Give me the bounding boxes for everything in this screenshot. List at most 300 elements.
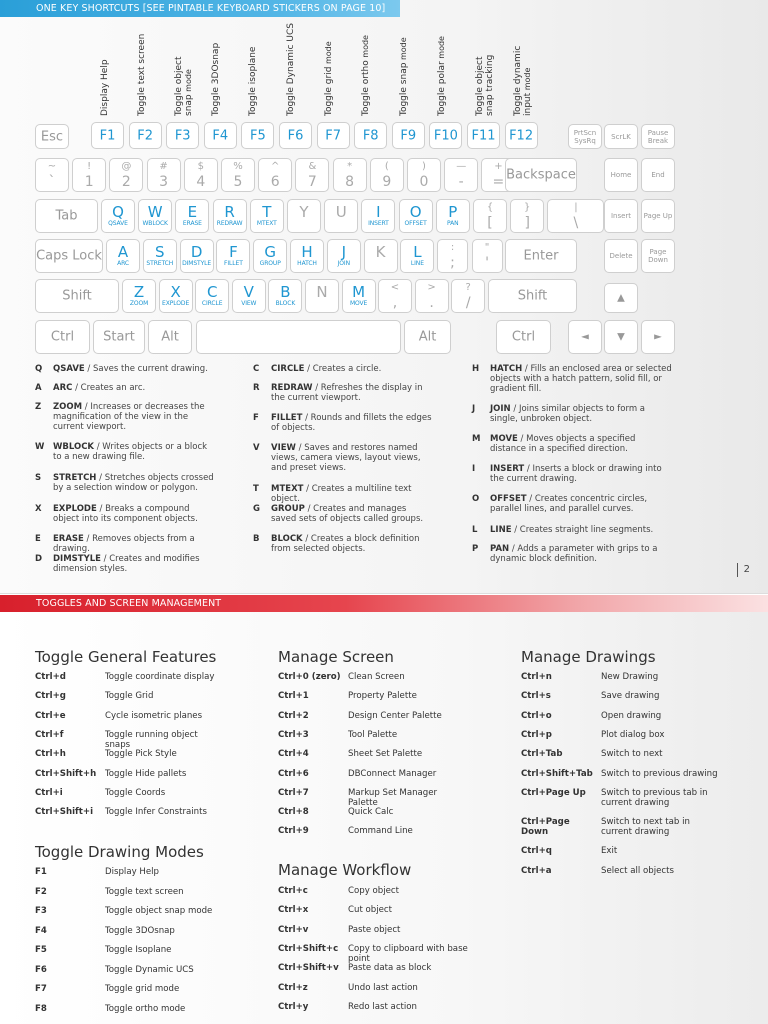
punct-shifted: < <box>390 282 400 293</box>
description-c <box>253 364 433 374</box>
letter-command: OFFSET <box>404 220 427 227</box>
description-e <box>35 534 215 554</box>
description-r <box>253 383 433 403</box>
number-key <box>333 158 367 192</box>
letter-key-u <box>324 199 358 233</box>
description-b <box>253 534 433 554</box>
command-name: JOIN <box>490 404 511 414</box>
letter-command: MTEXT <box>256 220 277 227</box>
command-description: / Writes objects or a block to a new drawing file. <box>53 442 208 462</box>
letter: Q <box>112 203 124 221</box>
letter: A <box>117 243 129 261</box>
punct-shifted: > <box>427 282 436 293</box>
fkey-label-main: Toggle 3DOsnap <box>211 42 221 116</box>
general-row <box>35 691 275 710</box>
page-number: 2 <box>737 563 750 577</box>
shortcut-action: Redo last action <box>348 1001 418 1012</box>
f-key <box>392 122 425 149</box>
punct-key <box>451 279 485 313</box>
workflow-row <box>278 925 518 944</box>
description-key: Q <box>35 364 43 374</box>
workflow-row <box>278 944 518 963</box>
shortcut-action: Toggle Hide pallets <box>105 768 187 779</box>
letter-key-z <box>122 279 156 313</box>
command-description: / Creates a block definition from selected objects. <box>271 534 420 554</box>
number-key-base: 1 <box>84 174 94 190</box>
fkey-label-main: Toggle object <box>475 56 485 116</box>
command-name: CIRCLE <box>271 364 305 374</box>
description-text <box>271 443 433 473</box>
shortcut-action: Plot dialog box <box>601 729 665 740</box>
esc-label: Esc <box>40 129 64 144</box>
shortcut-keys: Ctrl+o <box>521 710 552 721</box>
description-f <box>253 413 433 433</box>
command-description: / Creates straight line segments. <box>511 525 654 535</box>
drawings-row <box>521 711 761 730</box>
command-description: / Saves the current drawing. <box>84 364 208 374</box>
command-name: INSERT <box>490 464 525 474</box>
number-key-shifted: ^ <box>270 161 280 172</box>
number-key-base: ` <box>48 174 56 190</box>
shortcut-keys: Ctrl+6 <box>278 768 309 779</box>
shortcut-keys: Ctrl+7 <box>278 787 309 798</box>
ctrl-label: Ctrl <box>511 329 536 345</box>
screen-row <box>278 672 518 691</box>
number-key-shifted: ! <box>87 161 92 172</box>
description-s <box>35 473 215 493</box>
fkey-label-11 <box>475 55 495 116</box>
drawings-row <box>521 846 761 865</box>
left-shift-key <box>35 279 119 313</box>
shortcut-keys: Ctrl+Shift+i <box>35 807 94 818</box>
letter-command: ERASE <box>182 220 202 227</box>
shortcut-keys: Ctrl+y <box>278 1001 309 1012</box>
letter-key-h <box>290 239 324 273</box>
letter: L <box>413 243 422 261</box>
shortcut-action: Toggle running object snaps <box>105 729 198 750</box>
command-name: QSAVE <box>53 364 85 374</box>
command-description: / Creates an arc. <box>72 383 146 393</box>
shortcut-keys: F2 <box>35 886 47 897</box>
shortcut-keys: F8 <box>35 1003 47 1014</box>
f-key <box>354 122 387 149</box>
punct-shifted: " <box>484 242 490 253</box>
fkey-label-4 <box>211 43 221 116</box>
modes-row <box>35 965 275 984</box>
letter-command: STRETCH <box>146 260 174 267</box>
modes-row <box>35 945 275 964</box>
description-text <box>271 534 433 554</box>
shortcut-keys: F7 <box>35 984 47 994</box>
shortcut-action: Save drawing <box>601 691 660 702</box>
workflow-row <box>278 983 518 1002</box>
description-text <box>490 404 672 424</box>
f-key <box>241 122 274 149</box>
description-m <box>472 434 672 454</box>
bracket-key <box>473 199 507 233</box>
number-key-shifted: @ <box>121 161 132 172</box>
ctrl-label: Ctrl <box>50 329 75 345</box>
shortcut-keys: Ctrl+Page Up <box>521 787 586 798</box>
shortcut-keys: Ctrl+Shift+h <box>35 768 97 779</box>
letter-command: CIRCLE <box>201 300 223 307</box>
command-name: GROUP <box>271 504 305 514</box>
description-key: E <box>35 534 41 544</box>
fkey-label-mode: mode <box>523 67 532 93</box>
shortcut-keys: Ctrl+Page Down <box>521 817 570 838</box>
letter: H <box>301 243 313 261</box>
description-key: B <box>253 534 260 544</box>
shortcut-keys: Ctrl+v <box>278 924 309 935</box>
command-name: ZOOM <box>53 402 83 412</box>
workflow-row <box>278 886 518 905</box>
pause-key <box>641 124 675 149</box>
fkey-label-main: Toggle object <box>174 56 184 116</box>
description-key: Z <box>35 402 42 412</box>
f-key-label: F6 <box>287 128 304 143</box>
shortcut-action: Toggle Dynamic UCS <box>105 964 194 975</box>
screen-row <box>278 711 518 730</box>
letter-key-w <box>138 199 172 233</box>
workflow-row <box>278 963 518 982</box>
number-key-base: 9 <box>382 174 392 190</box>
bracket-key <box>547 199 604 233</box>
punct-shifted: ? <box>465 282 471 293</box>
left-arrow-key <box>568 320 602 354</box>
letter: G <box>264 243 276 261</box>
description-q <box>35 364 215 374</box>
shortcut-keys: Ctrl+3 <box>278 729 309 740</box>
shortcut-keys: Ctrl+e <box>35 710 66 721</box>
letter-key-d <box>180 239 214 273</box>
letter: T <box>262 203 272 221</box>
right-shift-key <box>488 279 577 313</box>
shortcut-keys: Ctrl+a <box>521 865 552 876</box>
shortcut-keys: Ctrl+Shift+v <box>278 963 339 974</box>
letter: O <box>409 203 422 221</box>
fkey-label-8 <box>361 35 371 116</box>
drawings-row <box>521 672 761 691</box>
tab-label: Tab <box>55 208 78 224</box>
letter-key-b <box>268 279 302 313</box>
fkey-label-9 <box>399 37 409 116</box>
shortcut-action: Toggle ortho mode <box>105 1003 186 1014</box>
description-text <box>53 383 215 393</box>
right-arrow-icon: ► <box>654 331 662 343</box>
number-key-base: 3 <box>159 174 169 190</box>
shortcut-keys: F4 <box>35 925 47 936</box>
description-key: X <box>35 504 42 514</box>
command-name: OFFSET <box>490 494 527 504</box>
description-key: L <box>472 525 478 535</box>
letter: K <box>375 243 386 261</box>
number-key-base: 7 <box>307 174 317 190</box>
shortcut-action: Toggle Pick Style <box>105 749 177 760</box>
f-key <box>317 122 350 149</box>
drawings-row <box>521 749 761 768</box>
bracket-base: ] <box>524 215 530 231</box>
drawings-row <box>521 769 761 788</box>
command-description: / Joins similar objects to form a single, unbroken object. <box>490 404 646 424</box>
shortcut-action: Toggle Isoplane <box>105 945 172 955</box>
right-arrow-key <box>641 320 675 354</box>
letter-key-r <box>213 199 247 233</box>
tab-key <box>35 199 98 233</box>
f-key-label: F11 <box>471 128 496 143</box>
f-key-label: F5 <box>250 128 266 143</box>
fkey-label-main: Toggle ortho <box>361 60 371 116</box>
number-key-base: = <box>492 174 505 190</box>
letter-command: REDRAW <box>216 220 243 227</box>
letter-key-c <box>195 279 229 313</box>
number-key-shifted: — <box>456 161 467 172</box>
command-description: / Creates concentric circles, parallel lines, and parallel curves. <box>490 494 648 514</box>
letter-command: GROUP <box>259 260 281 267</box>
letter-key-e <box>175 199 209 233</box>
f-key <box>279 122 312 149</box>
letter: S <box>155 243 165 261</box>
down-arrow-icon: ▼ <box>617 331 625 343</box>
backspace-label: Backspace <box>506 167 576 183</box>
description-d <box>35 554 215 574</box>
number-key-base: 5 <box>233 174 243 190</box>
shortcut-action: Switch to previous drawing <box>601 768 718 779</box>
command-description: / Creates and manages saved sets of objects called groups. <box>271 504 424 524</box>
shortcut-keys: Ctrl+Shift+c <box>278 943 339 954</box>
number-key <box>72 158 106 192</box>
letter: J <box>341 243 347 261</box>
command-description: / Inserts a block or drawing into the current drawing. <box>490 464 662 484</box>
modes-title: Toggle Drawing Modes <box>35 843 204 861</box>
shortcut-keys: Ctrl+Tab <box>521 749 563 760</box>
command-name: HATCH <box>490 364 523 374</box>
shift-label: Shift <box>62 288 92 304</box>
workflow-row <box>278 1002 518 1021</box>
description-text <box>490 525 672 535</box>
number-key-base: - <box>458 174 464 190</box>
letter-command: QSAVE <box>108 220 128 227</box>
description-text <box>271 413 433 433</box>
command-description: / Creates and modifies dimension styles. <box>53 554 200 574</box>
shortcut-action: Toggle grid mode <box>105 984 180 994</box>
backspace-key <box>505 158 577 192</box>
command-name: LINE <box>490 525 512 535</box>
modes-row <box>35 887 275 906</box>
letter-command: FILLET <box>224 260 243 267</box>
description-text <box>271 383 433 403</box>
description-w <box>35 442 215 462</box>
shortcut-action: Tool Palette <box>348 729 398 740</box>
letter-command: MOVE <box>349 300 368 307</box>
punct-shifted: : <box>450 242 455 253</box>
shortcut-action: Markup Set Manager Palette <box>348 787 438 808</box>
f-key <box>91 122 124 149</box>
drawings-row <box>521 817 761 836</box>
description-key: G <box>253 504 260 514</box>
shortcut-action: Design Center Palette <box>348 710 442 721</box>
punct-base: ; <box>450 255 455 271</box>
shortcut-keys: Ctrl+0 (zero) <box>278 672 341 682</box>
fkey-label-main: Toggle Dynamic UCS <box>286 23 296 116</box>
command-description: / Fills an enclosed area or selected objects with a hatch pattern, solid fill, or gradient fill. <box>490 364 672 394</box>
general-row <box>35 807 275 826</box>
pagedown-key <box>641 239 675 273</box>
letter-key-t <box>250 199 284 233</box>
modes-row <box>35 906 275 925</box>
shortcut-keys: Ctrl+g <box>35 691 66 702</box>
shortcut-keys: Ctrl+4 <box>278 749 309 760</box>
letter-key-m <box>342 279 376 313</box>
letter-key-v <box>232 279 266 313</box>
shortcut-action: Quick Calc <box>348 807 394 818</box>
description-key: D <box>35 554 43 564</box>
letter: X <box>170 283 181 301</box>
shortcut-action: Toggle text screen <box>105 886 184 897</box>
up-arrow-icon: ▲ <box>617 292 625 304</box>
home-label: Home <box>610 171 632 179</box>
drawings-row <box>521 866 761 885</box>
command-name: VIEW <box>271 443 296 453</box>
pagedown-label: Page Down <box>648 248 668 264</box>
fkey-label-mode: mode <box>361 35 370 61</box>
letter-key-n <box>305 279 339 313</box>
fkey-label-main2: snap <box>184 94 194 116</box>
letter-command: LINE <box>410 260 424 267</box>
drawings-row <box>521 730 761 749</box>
f-key-label: F8 <box>362 128 379 143</box>
description-j <box>472 404 672 424</box>
shortcut-keys: Ctrl+2 <box>278 710 309 721</box>
letter: N <box>316 283 328 301</box>
number-key-base: 4 <box>196 174 206 190</box>
command-description: / Refreshes the display in the current viewport. <box>271 383 423 403</box>
f-key-label: F9 <box>400 128 417 143</box>
shortcut-action: Switch to previous tab in current drawing <box>601 787 708 808</box>
general-title: Toggle General Features <box>35 648 217 666</box>
shortcut-action: Display Help <box>105 867 160 877</box>
general-row <box>35 711 275 730</box>
left-ctrl-key <box>35 320 90 354</box>
spacebar-key <box>196 320 401 354</box>
f-key-label: F7 <box>325 128 341 143</box>
letter-command: ZOOM <box>129 300 149 307</box>
shortcut-action: DBConnect Manager <box>348 768 437 779</box>
drawings-row <box>521 788 761 807</box>
number-key-base: 0 <box>419 174 429 190</box>
delete-key <box>604 239 638 273</box>
number-key <box>35 158 69 192</box>
fkey-label-3 <box>174 56 194 116</box>
description-key: P <box>472 544 479 554</box>
description-key: A <box>35 383 42 393</box>
punct-base: , <box>392 295 398 311</box>
up-arrow-key <box>604 283 638 313</box>
command-name: WBLOCK <box>53 442 95 452</box>
general-row <box>35 749 275 768</box>
description-text <box>53 364 215 374</box>
letter-key-l <box>400 239 434 273</box>
fkey-label-10 <box>437 36 447 116</box>
description-a <box>35 383 215 393</box>
number-key-shifted: % <box>233 161 243 172</box>
letter-key-s <box>143 239 177 273</box>
letter-key-j <box>327 239 361 273</box>
shortcut-action: Cycle isometric planes <box>105 710 203 721</box>
description-key: O <box>472 494 480 504</box>
delete-label: Delete <box>609 252 633 260</box>
number-key <box>184 158 218 192</box>
description-p <box>472 544 672 564</box>
letter-key-p <box>436 199 470 233</box>
bracket-base: \ <box>573 215 579 231</box>
letter: E <box>187 203 198 221</box>
home-key <box>604 158 638 192</box>
description-key: W <box>35 442 45 452</box>
description-i <box>472 464 672 484</box>
drawings-title: Manage Drawings <box>521 648 656 666</box>
shortcut-action: Paste data as block <box>348 963 432 974</box>
command-name: ERASE <box>53 534 84 544</box>
description-g <box>253 504 433 524</box>
description-v <box>253 443 433 473</box>
command-description: / Removes objects from a drawing. <box>53 534 195 554</box>
letter: Z <box>133 283 145 301</box>
number-key-shifted: & <box>308 161 317 172</box>
shortcut-action: Copy to clipboard with base point <box>348 943 468 964</box>
description-z <box>35 402 215 432</box>
command-name: FILLET <box>271 413 303 423</box>
shortcut-action: Toggle object snap mode <box>105 906 213 916</box>
letter-key-q <box>101 199 135 233</box>
letter: F <box>229 243 238 261</box>
description-key: C <box>253 364 260 374</box>
description-text <box>490 364 672 394</box>
fkey-label-main2: input <box>523 92 533 116</box>
description-text <box>271 504 433 524</box>
f-key <box>467 122 500 149</box>
description-key: H <box>472 364 480 374</box>
shift-label: Shift <box>517 288 548 304</box>
f-key <box>429 122 462 149</box>
command-name: DIMSTYLE <box>53 554 101 564</box>
screen-row <box>278 826 518 845</box>
shortcut-keys: Ctrl+i <box>35 787 63 798</box>
shortcut-keys: Ctrl+9 <box>278 826 309 837</box>
bracket-key <box>510 199 544 233</box>
modes-row <box>35 984 275 1003</box>
command-name: MOVE <box>490 434 518 444</box>
description-text <box>53 473 215 493</box>
shortcut-keys: F3 <box>35 906 47 916</box>
shortcut-action: Toggle 3DOsnap <box>105 925 175 936</box>
prtscn-label: PrtScn SysRq <box>573 128 597 145</box>
screen-row <box>278 807 518 826</box>
description-key: V <box>253 443 260 453</box>
command-name: ARC <box>53 383 73 393</box>
number-key-shifted: * <box>347 161 353 172</box>
drawings-row <box>521 691 761 710</box>
letter: I <box>376 203 381 221</box>
shortcut-action: New Drawing <box>601 672 659 682</box>
fkey-label-main: Toggle snap <box>399 62 409 116</box>
shortcut-action: Command Line <box>348 826 413 837</box>
shortcut-keys: Ctrl+8 <box>278 807 309 818</box>
description-key: R <box>253 383 260 393</box>
fkey-label-5 <box>248 47 258 116</box>
letter-command: JOIN <box>337 260 350 267</box>
command-name: EXPLODE <box>53 504 97 514</box>
letter-key-g <box>253 239 287 273</box>
